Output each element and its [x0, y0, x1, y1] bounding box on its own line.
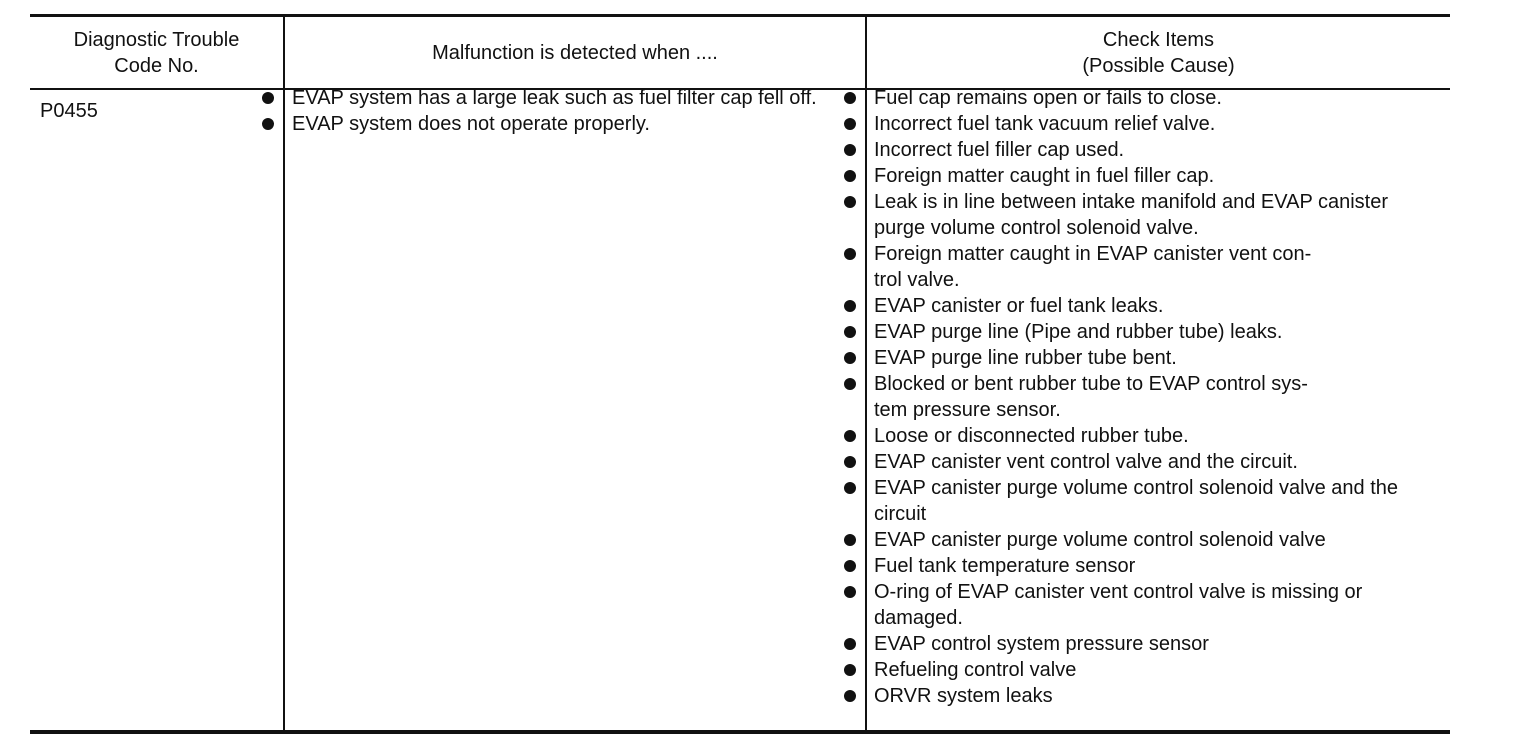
- check-item: [844, 683, 1414, 709]
- check-item-text: EVAP purge line rubber tube bent.: [874, 347, 1177, 369]
- bullet-icon: [844, 534, 856, 546]
- bullet-icon: [844, 560, 856, 572]
- check-item-text: Incorrect fuel tank vacuum relief valve.: [874, 113, 1216, 135]
- bullet-icon: [844, 196, 856, 208]
- malfunction-item-text: EVAP system does not operate properly.: [292, 113, 650, 135]
- bullet-icon: [844, 586, 856, 598]
- bullet-icon: [844, 664, 856, 676]
- check-item: [844, 137, 1414, 163]
- header-malfunction: Malfunction is detected when ....: [432, 41, 718, 64]
- bullet-icon: [262, 92, 274, 104]
- check-item: [844, 449, 1414, 475]
- check-item-text: O-ring of EVAP canister vent control valve is missing or damaged.: [874, 581, 1363, 629]
- bullet-icon: [844, 638, 856, 650]
- header-check-items: Check Items (Possible Cause): [1082, 28, 1235, 77]
- check-item-text: Fuel tank temperature sensor: [874, 555, 1136, 577]
- check-item: [844, 85, 1414, 111]
- bullet-icon: [844, 170, 856, 182]
- check-item-text: Fuel cap remains open or fails to close.: [874, 87, 1222, 109]
- bullet-icon: [844, 118, 856, 130]
- malfunction-list: [262, 85, 827, 137]
- check-item: [844, 579, 1414, 631]
- malfunction-item-text: EVAP system has a large leak such as fuel filter cap fell off.: [292, 87, 817, 109]
- check-item-text: ORVR system leaks: [874, 685, 1053, 707]
- check-items-list: [844, 85, 1414, 709]
- check-item: [844, 657, 1414, 683]
- check-item-text: Blocked or bent rubber tube to EVAP control sys- tem pressure sensor.: [874, 373, 1308, 421]
- bullet-icon: [844, 690, 856, 702]
- check-item-text: Foreign matter caught in EVAP canister vent con- trol valve.: [874, 243, 1312, 291]
- check-item-text: Foreign matter caught in fuel filler cap.: [874, 165, 1215, 187]
- bullet-icon: [844, 92, 856, 104]
- bullet-icon: [844, 144, 856, 156]
- check-item: [844, 423, 1414, 449]
- bullet-icon: [844, 430, 856, 442]
- header-code-no: Diagnostic Trouble Code No.: [73, 28, 240, 77]
- check-item-text: EVAP canister or fuel tank leaks.: [874, 295, 1164, 317]
- check-item: [844, 345, 1414, 371]
- bullet-icon: [844, 456, 856, 468]
- check-item: [844, 631, 1414, 657]
- malfunction-item: [262, 111, 827, 137]
- check-item-text: EVAP canister vent control valve and the circuit.: [874, 451, 1298, 473]
- check-item-text: EVAP canister purge volume control solenoid valve: [874, 529, 1326, 551]
- check-item: [844, 163, 1414, 189]
- bullet-icon: [844, 248, 856, 260]
- check-item-text: Loose or disconnected rubber tube.: [874, 425, 1189, 447]
- bullet-icon: [844, 378, 856, 390]
- check-item: [844, 527, 1414, 553]
- check-item-text: Incorrect fuel filler cap used.: [874, 139, 1125, 161]
- check-item: [844, 475, 1414, 527]
- table-bottom-rule: [30, 730, 1450, 734]
- check-item: [844, 553, 1414, 579]
- bullet-icon: [844, 352, 856, 364]
- check-item-text: EVAP purge line (Pipe and rubber tube) leaks.: [874, 321, 1283, 343]
- check-item: [844, 319, 1414, 345]
- check-item-text: Leak is in line between intake manifold and EVAP canister purge volume control solenoid valve.: [874, 191, 1389, 239]
- check-item: [844, 111, 1414, 137]
- check-item-text: EVAP canister purge volume control solenoid valve and the circuit: [874, 477, 1399, 525]
- check-item: [844, 293, 1414, 319]
- check-item: [844, 371, 1414, 423]
- check-item: [844, 241, 1414, 293]
- trouble-code-cell: P0455: [40, 100, 98, 122]
- check-item-text: EVAP control system pressure sensor: [874, 633, 1209, 655]
- check-item-text: Refueling control valve: [874, 659, 1077, 681]
- malfunction-item: [262, 85, 827, 111]
- bullet-icon: [844, 326, 856, 338]
- bullet-icon: [262, 118, 274, 130]
- bullet-icon: [844, 300, 856, 312]
- bullet-icon: [844, 482, 856, 494]
- check-item: [844, 189, 1414, 241]
